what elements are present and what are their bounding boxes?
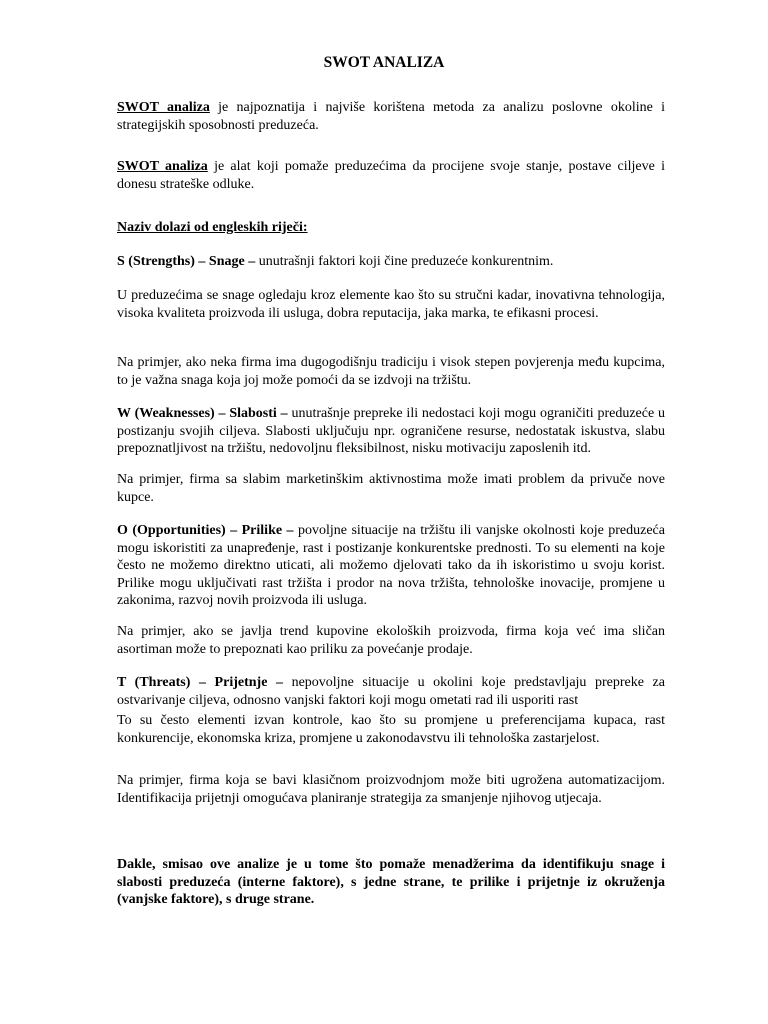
threats-term: T (Threats) – Prijetnje – [117,675,283,690]
opportunities-text: povoljne situacije na tržištu ili vanjske okolnosti koje preduzeća mogu iskoristiti za unapređenje, rast i postizanje konkurentske prednosti. To su elementi na koje često ne možemo direktno uticati, ali možemo djelovati tako da ih iskoristimo u svoju korist. Prilike mogu uključivati rast tržišta i prodor na nova tržišta, tehnološke inovacije, promjene u zakonima, razvoj novih proizvoda ili usluga. [117,523,665,608]
swot-term: SWOT analiza [117,159,208,174]
threats-definition [117,674,665,709]
swot-term: SWOT analiza [117,100,210,115]
strengths-text: unutrašnji faktori koji čine preduzeće konkurentnim. [255,254,554,269]
weaknesses-term: W (Weaknesses) – Slabosti – [117,406,288,421]
threats-text: nepovoljne situacije u okolini koje predstavljaju prepreke za ostvarivanje ciljeva, odnosno vanjski faktori koji mogu ometati rad ili usporiti rast [117,675,665,708]
section-heading: Naziv dolazi od engleskih riječi: [117,220,308,235]
weaknesses-definition [117,405,665,458]
intro-paragraph-1 [117,99,665,134]
intro-paragraph-2 [117,158,665,193]
conclusion-paragraph: Dakle, smisao ove analize je u tome što pomaže menadžerima da identifikuju snage i slabosti preduzeća (interne faktore), s jedne strane, te prilike i prijetnje iz okruženja (vanjske faktore), s druge strane. [117,857,665,907]
opportunities-definition [117,522,665,610]
weaknesses-text: unutrašnje prepreke ili nedostaci koji mogu ograničiti preduzeće u postizanju svojih ciljeva. Slabosti uključuju npr. ograničene resurse, nedostatak iskustva, slabu prepoznatljivost na tržištu, nedovoljnu fleksibilnost, nisku motivaciju zaposlenih itd. [117,406,666,456]
weaknesses-example: Na primjer, firma sa slabim marketinškim aktivnostima može imati problem da privuče nove kupce. [117,472,665,505]
opportunities-example: Na primjer, ako se javlja trend kupovine ekoloških proizvoda, firma koja već ima sličan asortiman može to prepoznati kao priliku za povećanje prodaje. [117,624,665,657]
opportunities-term: O (Opportunities) – Prilike – [117,523,294,538]
strengths-term: S (Strengths) – Snage – [117,254,256,269]
strengths-paragraph-1: U preduzećima se snage ogledaju kroz elemente kao što su stručni kadar, inovativna tehnologija, visoka kvaliteta proizvoda ili usluga, dobra reputacija, jaka marka, te efikasni procesi. [117,288,665,321]
strengths-example: Na primjer, ako neka firma ima dugogodišnju tradiciju i visok stepen povjerenja među kupcima, to je važna snaga koja joj može pomoći da se izdvoji na tržištu. [117,355,665,388]
page-title: SWOT ANALIZA [323,54,445,71]
intro-text: je najpoznatija i najviše korištena metoda za analizu poslovne okoline i strategijskih sposobnosti preduzeća. [117,100,665,133]
threats-example: Na primjer, firma koja se bavi klasičnom proizvodnjom može biti ugrožena automatizacijom. Identifikacija prijetnji omogućava planiranje strategija za smanjenje njihovog utjecaja. [117,773,665,806]
threats-paragraph-1: To su često elementi izvan kontrole, kao što su promjene u preferencijama kupaca, rast konkurencije, ekonomska kriza, promjene u zakonodavstvu ili tehnološka zastarjelost. [117,713,665,746]
intro-text: je alat koji pomaže preduzećima da procijene svoje stanje, postave ciljeve i donesu strateške odluke. [117,159,666,192]
strengths-definition [117,253,665,271]
